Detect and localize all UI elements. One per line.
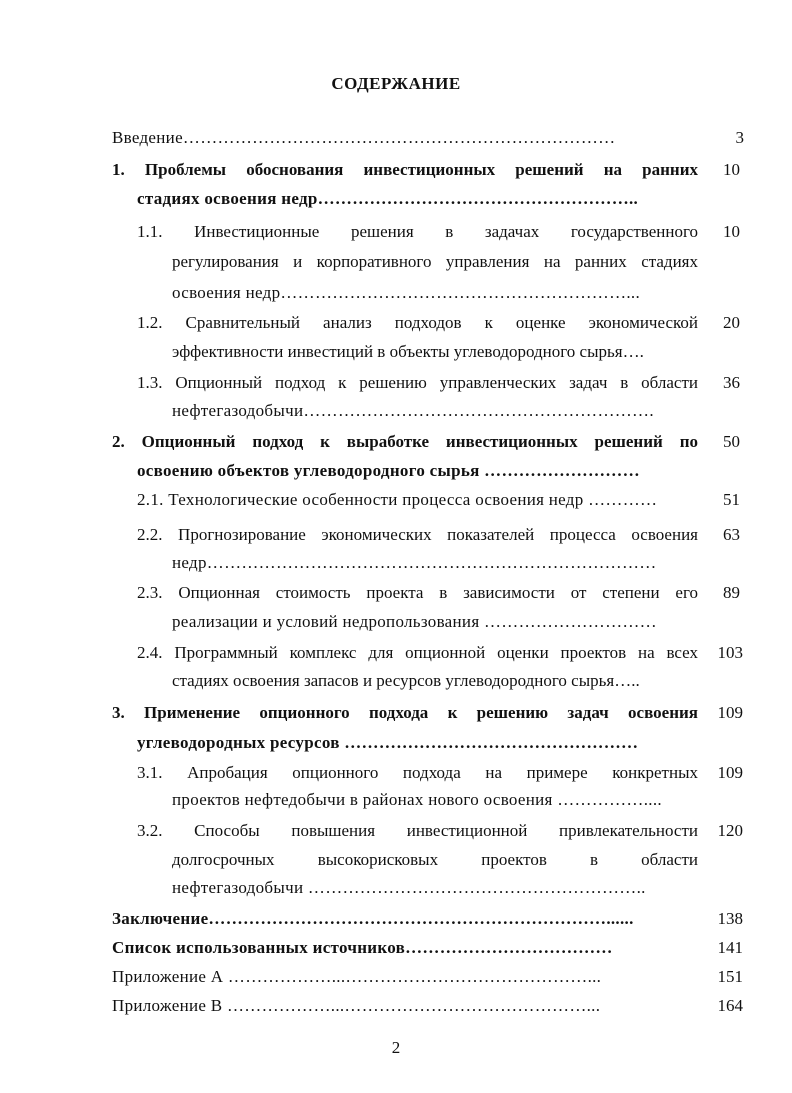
- toc-page-2-1: 51: [723, 490, 740, 509]
- toc-section-2-4-line-1: 2.4. Программный комплекс для опционной оценки проектов на всех: [137, 643, 698, 662]
- toc-page-conclusion: 138: [717, 909, 743, 928]
- toc-page-references: 141: [717, 938, 743, 957]
- toc-section-2-4-line-2: стадиях освоения запасов и ресурсов углеводородного сырья…..: [172, 671, 640, 690]
- toc-chapter-1-line-1: 1. Проблемы обоснования инвестиционных решений на ранних: [112, 160, 698, 179]
- toc-section-3-2-line-3: нефтегазодобычи …………………………………………………..: [172, 878, 646, 897]
- toc-section-1-2-line-1: 1.2. Сравнительный анализ подходов к оценке экономической: [137, 313, 698, 332]
- toc-page-2-4: 103: [717, 643, 743, 662]
- toc-section-2-2-line-2: недр……………………………………………………………………: [172, 553, 657, 572]
- toc-page-3-2: 120: [717, 821, 743, 840]
- toc-page-2-2: 63: [723, 525, 740, 544]
- toc-chapter-2-line-2: освоению объектов углеводородного сырья ………………………: [137, 461, 640, 480]
- toc-section-2-1: 2.1. Технологические особенности процесса освоения недр …………: [137, 490, 658, 509]
- toc-section-1-1-line-2: регулирования и корпоративного управления на ранних стадиях: [172, 252, 698, 271]
- toc-entry-appendix-a: Приложение А ………………...……………………………………...: [112, 967, 602, 986]
- toc-section-3-1-line-2: проектов нефтедобычи в районах нового освоения ……………....: [172, 790, 662, 809]
- toc-page-chapter-2: 50: [723, 432, 740, 451]
- toc-section-2-2-line-1: 2.2. Прогнозирование экономических показателей процесса освоения: [137, 525, 698, 544]
- toc-section-1-1-line-1: 1.1. Инвестиционные решения в задачах государственного: [137, 222, 698, 241]
- toc-section-3-2-line-2: долгосрочных высокорисковых проектов в области: [172, 850, 698, 869]
- toc-page-chapter-3: 109: [717, 703, 743, 722]
- toc-section-1-1-line-3: освоения недр……………………………………………………...: [172, 283, 641, 302]
- toc-entry-appendix-b: Приложение В ………………...……………………………………...: [112, 996, 601, 1015]
- toc-entry-conclusion: Заключение……………………………………………………………......: [112, 909, 634, 928]
- page-title: СОДЕРЖАНИЕ: [331, 74, 461, 93]
- toc-chapter-3-line-1: 3. Применение опционного подхода к решению задач освоения: [112, 703, 698, 722]
- toc-page-appendix-a: 151: [717, 967, 743, 986]
- toc-section-1-3-line-2: нефтегазодобычи…………………………………………………….: [172, 401, 654, 420]
- toc-page-1-1: 10: [723, 222, 740, 241]
- toc-chapter-1-line-2: стадиях освоения недр………………………………………………..: [137, 189, 639, 208]
- toc-page-1-3: 36: [723, 373, 740, 392]
- toc-entry-intro: Введение…………………………………………………………………: [112, 128, 616, 147]
- toc-section-2-3-line-1: 2.3. Опционная стоимость проекта в зависимости от степени его: [137, 583, 698, 602]
- toc-page-3-1: 109: [717, 763, 743, 782]
- toc-entry-references: Список использованных источников………………………………: [112, 938, 613, 957]
- toc-page-appendix-b: 164: [717, 996, 743, 1015]
- page-number: 2: [391, 1038, 401, 1057]
- toc-page-1-2: 20: [723, 313, 740, 332]
- toc-chapter-3-line-2: углеводородных ресурсов ……………………………………………: [137, 733, 639, 752]
- toc-page-intro: 3: [735, 128, 744, 147]
- toc-section-3-2-line-1: 3.2. Способы повышения инвестиционной привлекательности: [137, 821, 698, 840]
- toc-page-2-3: 89: [723, 583, 740, 602]
- toc-section-1-3-line-1: 1.3. Опционный подход к решению управленческих задач в области: [137, 373, 698, 392]
- toc-page-chapter-1: 10: [723, 160, 740, 179]
- toc-chapter-2-line-1: 2. Опционный подход к выработке инвестиционных решений по: [112, 432, 698, 451]
- toc-section-2-3-line-2: реализации и условий недропользования …………………………: [172, 612, 657, 631]
- toc-section-3-1-line-1: 3.1. Апробация опционного подхода на примере конкретных: [137, 763, 698, 782]
- toc-section-1-2-line-2: эффективности инвестиций в объекты углеводородного сырья….: [172, 342, 644, 361]
